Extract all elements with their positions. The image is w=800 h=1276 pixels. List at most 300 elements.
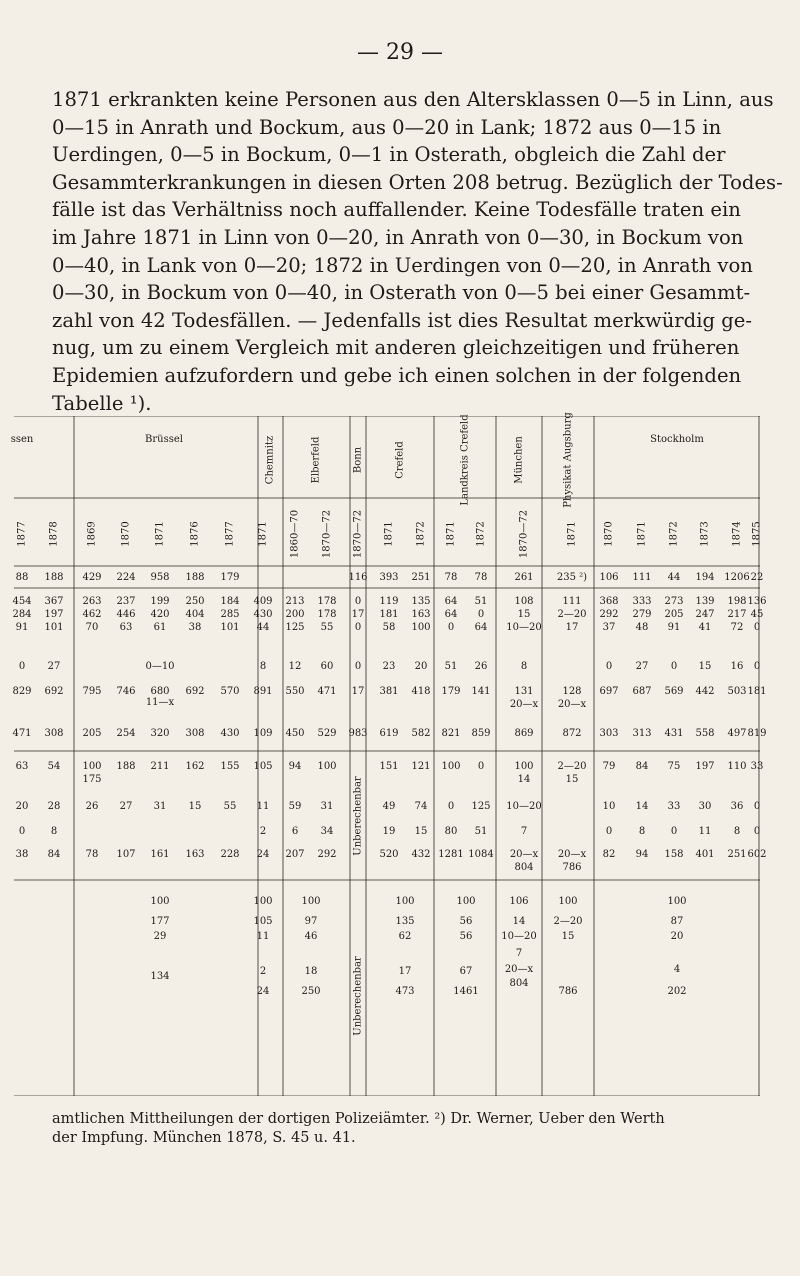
table-cell: 250 (301, 986, 321, 997)
table-cell: 292 (599, 609, 619, 620)
table-cell: 134 (150, 971, 170, 982)
total-value: 78 (444, 572, 458, 583)
total-value: 188 (185, 572, 205, 583)
table-cell: 0—10 (145, 661, 175, 672)
table-cell: 2—20 (557, 609, 587, 620)
table-cell: 107 (116, 849, 136, 860)
year-label: 1875 (751, 521, 763, 547)
table-cell: 503 (727, 686, 747, 697)
table-cell: 308 (185, 728, 205, 739)
table-cell: 16 (730, 661, 744, 672)
table-cell: 0 (753, 622, 761, 633)
paragraph-line: 1871 erkrankten keine Personen aus den Altersklassen 0—5 in Linn, aus (52, 88, 774, 111)
table-cell: 462 (82, 609, 102, 620)
table-cell: 31 (153, 801, 167, 812)
footnote-line: amtlichen Mittheilungen der dortigen Polizeiämter. ²) Dr. Werner, Ueber den Werth (52, 1111, 665, 1127)
table-cell: 27 (635, 661, 649, 672)
table-cell: 8 (733, 826, 741, 837)
table-cell: 62 (398, 931, 412, 942)
table-cell: 30 (698, 801, 712, 812)
table-cell: 15 (565, 774, 579, 785)
table-cell: 51 (474, 596, 488, 607)
table-cell: 135 (411, 596, 431, 607)
table-cell: 859 (471, 728, 491, 739)
year-label: 1860—70 (289, 509, 301, 559)
table-cell: 110 (727, 761, 747, 772)
table-cell: 26 (85, 801, 99, 812)
table-cell: 313 (632, 728, 652, 739)
year-label: 1871 (257, 521, 269, 547)
table-cell: 619 (379, 728, 399, 739)
table-cell: 177 (150, 916, 170, 927)
paragraph-line: Tabelle ¹). (52, 391, 152, 415)
table-cell: 14 (517, 774, 531, 785)
year-label: 1871 (154, 521, 166, 547)
total-value: 44 (667, 572, 681, 583)
table-cell: 15 (698, 661, 712, 672)
table-cell: 60 (320, 661, 334, 672)
table-cell: 228 (220, 849, 240, 860)
table-cell: 202 (667, 986, 687, 997)
paragraph-line: fälle ist das Verhältniss noch auffallender. Keine Todesfälle traten ein (52, 198, 741, 222)
table-cell: 67 (459, 966, 473, 977)
table-cell: 8 (50, 826, 58, 837)
table-cell: 692 (44, 686, 64, 697)
table-cell: 100 (317, 761, 337, 772)
paragraph-line: 0—30, in Bockum von 0—40, in Osterath von 0—5 bei einer Gesammt- (52, 281, 751, 305)
table-cell: 550 (285, 686, 305, 697)
table-cell: 569 (664, 686, 684, 697)
total-value: 429 (82, 572, 102, 583)
table-cell: 0 (605, 661, 613, 672)
table-cell: 529 (317, 728, 337, 739)
table-cell: 0 (354, 661, 362, 672)
table-cell: 11 (256, 931, 270, 942)
table-cell: 41 (698, 622, 712, 633)
table-cell: 821 (441, 728, 461, 739)
total-value: 116 (348, 572, 368, 583)
table-cell: 109 (253, 728, 273, 739)
table-cell: 94 (288, 761, 302, 772)
table-cell: 33 (750, 761, 764, 772)
table-cell: 2—20 (557, 761, 587, 772)
table-cell: 401 (695, 849, 715, 860)
table-cell: 163 (185, 849, 205, 860)
table-cell: 64 (444, 596, 458, 607)
table-cell: 15 (414, 826, 428, 837)
table-cell: 454 (12, 596, 32, 607)
paragraph-line: 0—40, in Lank von 0—20; 1872 in Uerdingen von 0—20, in Anrath von (52, 253, 753, 277)
table-cell: 64 (474, 622, 488, 633)
table-cell: 51 (444, 661, 458, 672)
table-cell: 8 (638, 826, 646, 837)
total-value: 188 (44, 572, 64, 583)
table-cell: 56 (459, 916, 473, 927)
table-cell: 28 (47, 801, 61, 812)
table-cell: 15 (561, 931, 575, 942)
table-cell: 786 (558, 986, 578, 997)
table-cell: 26 (474, 661, 488, 672)
table-cell: 97 (304, 916, 318, 927)
table-cell: 158 (664, 849, 684, 860)
table-cell: 100 (82, 761, 102, 772)
table-cell: 24 (256, 849, 270, 860)
table-cell: 15 (188, 801, 202, 812)
table-cell: 8 (520, 661, 528, 672)
table-cell: 106 (509, 896, 529, 907)
year-label: 1872 (475, 521, 487, 547)
column-header: Brüssel (145, 434, 183, 445)
table-cell: 20—x (557, 849, 587, 860)
table-cell: 14 (635, 801, 649, 812)
unberechenbar-label: Unberechenbar (352, 776, 364, 856)
table-cell: 108 (514, 596, 534, 607)
total-value: 106 (599, 572, 619, 583)
table-cell: 10—20 (501, 931, 537, 942)
table-cell: 2 (259, 966, 267, 977)
table-cell: 131 (514, 686, 534, 697)
table-cell: 570 (220, 686, 240, 697)
table-cell: 217 (727, 609, 747, 620)
table-cell: 409 (253, 596, 273, 607)
table-cell: 804 (509, 978, 529, 989)
table-cell: 1281 (438, 849, 464, 860)
total-value: 251 (411, 572, 431, 583)
table-cell: 697 (599, 686, 619, 697)
table-cell: 91 (667, 622, 681, 633)
table-cell: 0 (670, 826, 678, 837)
table-cell: 27 (47, 661, 61, 672)
total-value: 194 (695, 572, 715, 583)
table-cell: 54 (47, 761, 61, 772)
table-cell: 128 (562, 686, 582, 697)
table-cell: 155 (220, 761, 240, 772)
table-cell: 320 (150, 728, 170, 739)
table-cell: 181 (747, 686, 767, 697)
unberechenbar-label: Unberechenbar (352, 956, 364, 1036)
table-cell: 100 (456, 896, 476, 907)
table-grid (14, 416, 760, 1096)
table-cell: 27 (119, 801, 133, 812)
table-cell: 819 (747, 728, 767, 739)
table-cell: 84 (635, 761, 649, 772)
year-label: 1871 (566, 521, 578, 547)
table-cell: 197 (695, 761, 715, 772)
column-header: ssen (10, 434, 34, 445)
column-header: Physikat Augsburg (562, 412, 574, 508)
total-value: 22 (750, 572, 764, 583)
table-cell: 61 (153, 622, 167, 633)
table-cell: 17 (351, 609, 365, 620)
table-cell: 381 (379, 686, 399, 697)
table-cell: 15 (517, 609, 531, 620)
table-cell: 0 (753, 661, 761, 672)
table-cell: 20 (15, 801, 29, 812)
table-cell: 100 (411, 622, 431, 633)
table-cell: 983 (348, 728, 368, 739)
table-cell: 20—x (504, 964, 534, 975)
table-cell: 82 (602, 849, 616, 860)
table-cell: 404 (185, 609, 205, 620)
table-cell: 29 (153, 931, 167, 942)
year-label: 1873 (699, 521, 711, 547)
table-cell: 205 (82, 728, 102, 739)
total-value: 958 (150, 572, 170, 583)
table-cell: 23 (382, 661, 396, 672)
table-cell: 20—x (509, 699, 539, 710)
year-label: 1872 (668, 521, 680, 547)
table-cell: 17 (398, 966, 412, 977)
table-cell: 308 (44, 728, 64, 739)
table-cell: 181 (379, 609, 399, 620)
table-cell: 178 (317, 596, 337, 607)
table-cell: 687 (632, 686, 652, 697)
table-cell: 251 (727, 849, 747, 860)
year-label: 1870 (603, 521, 615, 547)
table-cell: 94 (635, 849, 649, 860)
table-cell: 869 (514, 728, 534, 739)
table-cell: 279 (632, 609, 652, 620)
column-header: Chemnitz (264, 435, 276, 485)
table-cell: 7 (515, 948, 523, 959)
table-cell: 101 (44, 622, 64, 633)
table-cell: 199 (150, 596, 170, 607)
table-cell: 45 (750, 609, 764, 620)
table-cell: 367 (44, 596, 64, 607)
table-cell: 64 (444, 609, 458, 620)
table-cell: 8 (259, 661, 267, 672)
table-cell: 446 (116, 609, 136, 620)
year-label: 1870—72 (518, 509, 530, 559)
table-cell: 1084 (468, 849, 494, 860)
table-cell: 0 (670, 661, 678, 672)
table-cell: 0 (477, 761, 485, 772)
page-number: — 29 — (357, 40, 443, 65)
table-cell: 161 (150, 849, 170, 860)
table-cell: 135 (395, 916, 415, 927)
table-cell: 188 (116, 761, 136, 772)
table-cell: 136 (747, 596, 767, 607)
table-cell: 17 (351, 686, 365, 697)
table-cell: 292 (317, 849, 337, 860)
paragraph-line: 0—15 in Anrath und Bockum, aus 0—20 in Lank; 1872 aus 0—15 in (52, 115, 722, 139)
table-cell: 91 (15, 622, 29, 633)
table-cell: 178 (317, 609, 337, 620)
table-cell: 75 (667, 761, 681, 772)
table-cell: 0 (18, 826, 26, 837)
table-cell: 263 (82, 596, 102, 607)
table-cell: 0 (354, 596, 362, 607)
table-cell: 10—20 (506, 622, 542, 633)
table-cell: 786 (562, 862, 582, 873)
table-cell: 10 (602, 801, 616, 812)
total-value: 1206 (724, 572, 750, 583)
table-cell: 442 (695, 686, 715, 697)
table-cell: 247 (695, 609, 715, 620)
column-header: Landkreis Crefeld (459, 414, 471, 506)
table-cell: 33 (667, 801, 681, 812)
table-cell: 20—x (557, 699, 587, 710)
table-cell: 72 (730, 622, 744, 633)
table-cell: 100 (253, 896, 273, 907)
table-cell: 70 (85, 622, 99, 633)
table-cell: 473 (395, 986, 415, 997)
year-label: 1877 (16, 521, 28, 547)
table-cell: 184 (220, 596, 240, 607)
table-cell: 431 (664, 728, 684, 739)
table-cell: 37 (602, 622, 616, 633)
footnote-line: der Impfung. München 1878, S. 45 u. 41. (52, 1130, 356, 1146)
table-cell: 254 (116, 728, 136, 739)
total-value: 224 (116, 572, 136, 583)
table-cell: 163 (411, 609, 431, 620)
table-cell: 38 (15, 849, 29, 860)
table-cell: 38 (188, 622, 202, 633)
table-cell: 24 (256, 986, 270, 997)
table-cell: 420 (150, 609, 170, 620)
table-cell: 14 (512, 916, 526, 927)
table-cell: 59 (288, 801, 302, 812)
table-cell: 273 (664, 596, 684, 607)
year-label: 1871 (636, 521, 648, 547)
table-cell: 78 (85, 849, 99, 860)
table-cell: 100 (395, 896, 415, 907)
table-cell: 0 (18, 661, 26, 672)
table-cell: 680 (150, 686, 170, 697)
year-label: 1878 (48, 521, 60, 547)
total-value: 393 (379, 572, 399, 583)
table-cell: 520 (379, 849, 399, 860)
table-cell: 100 (301, 896, 321, 907)
table-cell: 0 (605, 826, 613, 837)
table-cell: 7 (520, 826, 528, 837)
paragraph-line: Epidemien aufzufordern und gebe ich einen solchen in der folgenden (52, 363, 742, 387)
table-cell: 141 (471, 686, 491, 697)
table-cell: 200 (285, 609, 305, 620)
table-cell: 36 (730, 801, 744, 812)
table-cell: 58 (382, 622, 396, 633)
year-label: 1871 (383, 521, 395, 547)
table-cell: 12 (288, 661, 302, 672)
year-label: 1874 (731, 521, 743, 547)
table-cell: 418 (411, 686, 431, 697)
total-value: 88 (15, 572, 29, 583)
column-header: München (513, 436, 525, 484)
table-cell: 333 (632, 596, 652, 607)
total-value: 78 (474, 572, 488, 583)
table-cell: 63 (15, 761, 29, 772)
table-cell: 558 (695, 728, 715, 739)
table-cell: 471 (317, 686, 337, 697)
table-cell: 84 (47, 849, 61, 860)
table-cell: 250 (185, 596, 205, 607)
table-cell: 872 (562, 728, 582, 739)
year-label: 1869 (86, 521, 98, 547)
table-cell: 11—x (145, 697, 175, 708)
table-cell: 56 (459, 931, 473, 942)
table-cell: 151 (379, 761, 399, 772)
table-cell: 74 (414, 801, 428, 812)
table-cell: 1461 (453, 986, 479, 997)
table-cell: 55 (320, 622, 334, 633)
table-cell: 430 (220, 728, 240, 739)
year-label: 1870 (120, 521, 132, 547)
table-cell: 100 (558, 896, 578, 907)
table-cell: 162 (185, 761, 205, 772)
footnote (52, 1110, 766, 1148)
table-cell: 19 (382, 826, 396, 837)
table-cell: 6 (291, 826, 299, 837)
table-cell: 0 (354, 622, 362, 633)
table-cell: 10—20 (506, 801, 542, 812)
table-cell: 303 (599, 728, 619, 739)
column-header: Stockholm (650, 434, 704, 445)
table-cell: 602 (747, 849, 767, 860)
column-header: Crefeld (394, 441, 406, 479)
table-cell: 125 (471, 801, 491, 812)
table-cell: 2 (259, 826, 267, 837)
table-cell: 175 (82, 774, 102, 785)
table-cell: 121 (411, 761, 431, 772)
table-cell: 205 (664, 609, 684, 620)
table-cell: 582 (411, 728, 431, 739)
table-cell: 125 (285, 622, 305, 633)
table-cell: 207 (285, 849, 305, 860)
table-cell: 213 (285, 596, 305, 607)
table-cell: 119 (379, 596, 399, 607)
table-cell: 51 (474, 826, 488, 837)
table-cell: 101 (220, 622, 240, 633)
statistics-table (10, 412, 767, 1096)
table-cell: 692 (185, 686, 205, 697)
table-cell: 34 (320, 826, 334, 837)
paragraph-line: im Jahre 1871 in Linn von 0—20, in Anrath von 0—30, in Bockum von (52, 225, 744, 249)
body-paragraph (52, 86, 783, 417)
table-cell: 20—x (509, 849, 539, 860)
table-cell: 80 (444, 826, 458, 837)
year-label: 1870—72 (321, 509, 333, 559)
total-value: 261 (514, 572, 534, 583)
table-cell: 139 (695, 596, 715, 607)
table-cell: 0 (753, 826, 761, 837)
year-label: 1876 (189, 521, 201, 547)
table-cell: 804 (514, 862, 534, 873)
year-label: 1871 (445, 521, 457, 547)
table-cell: 100 (441, 761, 461, 772)
table-cell: 11 (256, 801, 270, 812)
table-cell: 0 (753, 801, 761, 812)
paragraph-line: Gesammterkrankungen in diesen Orten 208 betrug. Bezüglich der Todes- (52, 170, 783, 194)
table-cell: 829 (12, 686, 32, 697)
table-cell: 46 (304, 931, 318, 942)
table-cell: 48 (635, 622, 649, 633)
year-label: 1870—72 (352, 509, 364, 559)
year-label: 1872 (415, 521, 427, 547)
table-cell: 11 (698, 826, 712, 837)
paragraph-line: Uerdingen, 0—5 in Bockum, 0—1 in Osterath, obgleich die Zahl der (52, 143, 726, 167)
table-cell: 368 (599, 596, 619, 607)
table-cell: 432 (411, 849, 431, 860)
table-cell: 471 (12, 728, 32, 739)
table-cell: 87 (670, 916, 684, 927)
table-cell: 0 (447, 801, 455, 812)
table-cell: 746 (116, 686, 136, 697)
table-cell: 795 (82, 686, 102, 697)
table-cell: 198 (727, 596, 747, 607)
table-cell: 0 (477, 609, 485, 620)
paragraph-line: zahl von 42 Todesfällen. — Jedenfalls ist dies Resultat merkwürdig ge- (52, 308, 753, 332)
table-cell: 49 (382, 801, 396, 812)
